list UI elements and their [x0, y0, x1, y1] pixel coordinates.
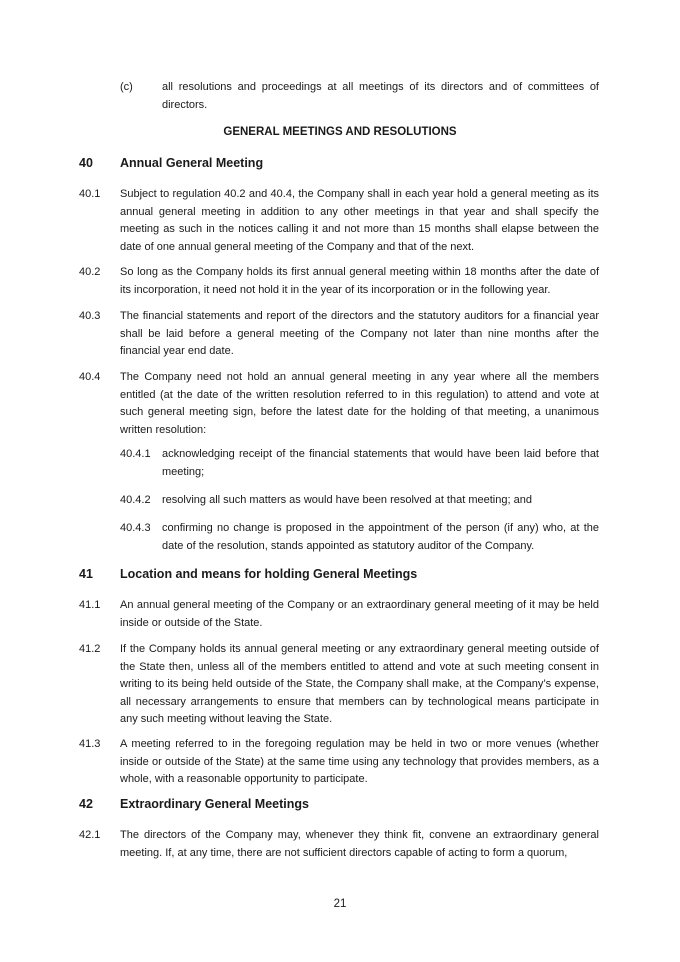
- regulation-title: Location and means for holding General Meetings: [120, 567, 418, 581]
- subclause-text: resolving all such matters as would have been resolved at that meeting; and: [162, 494, 532, 506]
- clause-text: An annual general meeting of the Company or an extraordinary general meeting of it may be held inside or outside of the State.: [120, 599, 599, 629]
- clause-number: 40.4: [79, 371, 101, 383]
- clause-text: The financial statements and report of the directors and the statutory auditors for a financial year shall be laid before a general meeting of the Company not later than nine months after the financial year end date.: [120, 310, 599, 357]
- subclause-text: confirming no change is proposed in the appointment of the person (if any) who, at the date of the resolution, stands appointed as statutory auditor of the Company.: [162, 522, 599, 552]
- clause-text: Subject to regulation 40.2 and 40.4, the Company shall in each year hold a general meeting as its annual general meeting in addition to any other meetings in that year and shall specify the meeting as such in the notices calling it and not more than 15 months shall elapse between the date of one annual general meeting of the Company and that of the next.: [120, 188, 599, 253]
- regulation-number: 42: [79, 797, 93, 811]
- regulation-title: Extraordinary General Meetings: [120, 797, 309, 811]
- clause-number: 40.2: [79, 266, 101, 278]
- subclause-number: 40.4.1: [120, 448, 151, 460]
- clause-text: A meeting referred to in the foregoing regulation may be held in two or more venues (whether inside or outside of the State) at the same time using any technology that provides members, as a whole, with a reasonable opportunity to participate.: [120, 738, 599, 785]
- clause-number: 40.3: [79, 310, 101, 322]
- list-item-label: (c): [120, 81, 133, 93]
- clause-number: 41.2: [79, 643, 101, 655]
- clause-text: The directors of the Company may, whenever they think fit, convene an extraordinary general meeting. If, at any time, there are not sufficient directors capable of acting to form a quorum,: [120, 829, 599, 859]
- clause-number: 41.3: [79, 738, 101, 750]
- subclause-text: acknowledging receipt of the financial statements that would have been laid before that meeting;: [162, 448, 599, 478]
- subclause-number: 40.4.2: [120, 494, 151, 506]
- clause-text: So long as the Company holds its first annual general meeting within 18 months after the date of its incorporation, it need not hold it in the year of its incorporation or in the following year.: [120, 266, 599, 296]
- regulation-title: Annual General Meeting: [120, 156, 264, 170]
- clause-number: 42.1: [79, 829, 101, 841]
- list-item-text: all resolutions and proceedings at all meetings of its directors and of committees of directors.: [162, 81, 599, 111]
- clause-text: The Company need not hold an annual general meeting in any year where all the members entitled (at the date of the written resolution referred to in this regulation) to attend and vote at such general meeting sign, before the latest date for the holding of that meeting, a unanimous written resolution:: [120, 371, 599, 436]
- regulation-number: 41: [79, 567, 93, 581]
- page-number: 21: [333, 898, 347, 910]
- section-heading: GENERAL MEETINGS AND RESOLUTIONS: [223, 126, 457, 138]
- clause-text: If the Company holds its annual general meeting or any extraordinary general meeting outside of the State then, unless all of the members entitled to attend and vote at such meeting consent in writing to its being held outside of the State, the Company shall make, at the Company’s expense, all necessary arrangements to ensure that members can by technological means participate in any such meeting without leaving the State.: [120, 643, 599, 725]
- subclause-number: 40.4.3: [120, 522, 151, 534]
- regulation-number: 40: [79, 156, 93, 170]
- clause-number: 41.1: [79, 599, 101, 611]
- clause-number: 40.1: [79, 188, 101, 200]
